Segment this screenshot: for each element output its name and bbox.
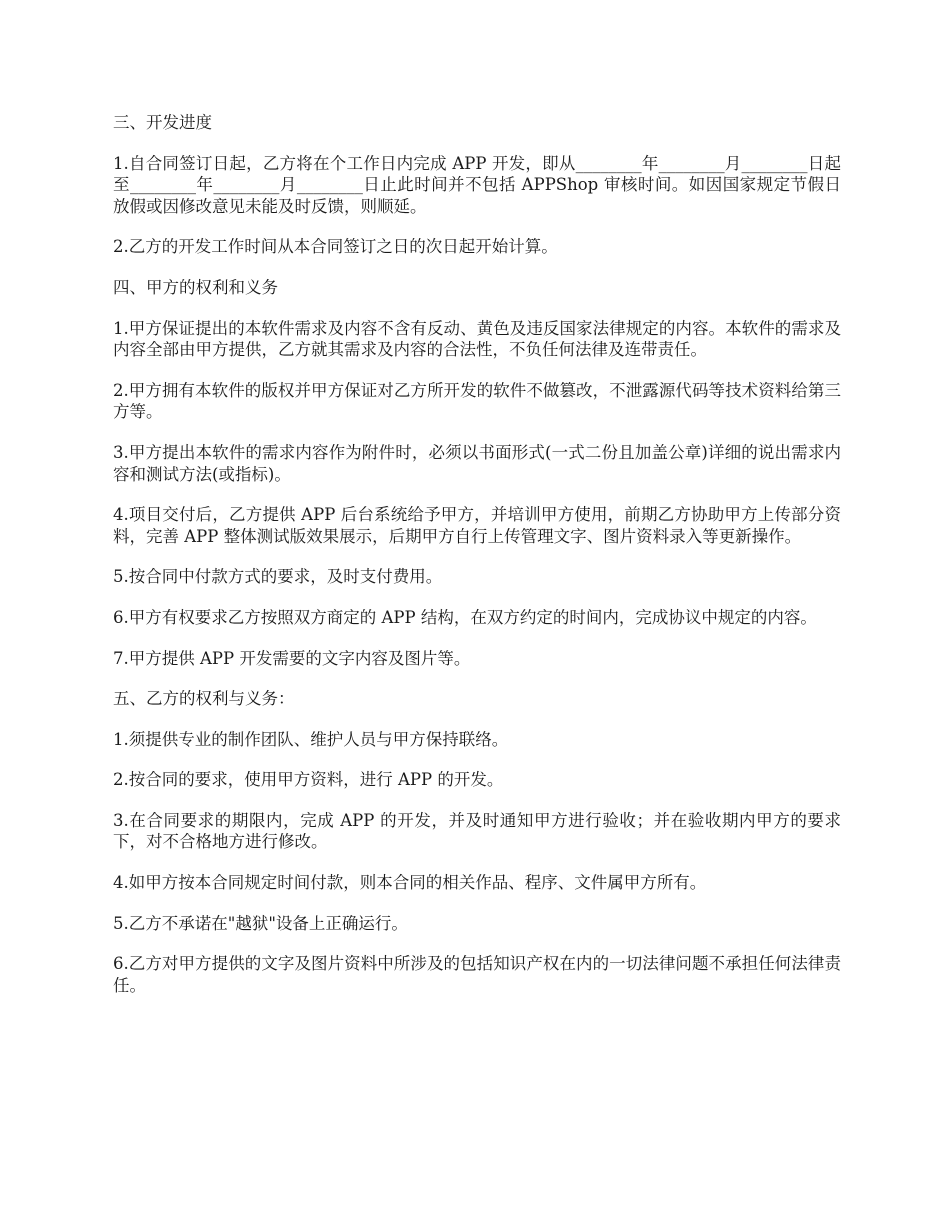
clause-5-3: 3.在合同要求的期限内，完成 APP 的开发，并及时通知甲方进行验收；并在验收期内甲方的要求下，对不合格地方进行修改。 <box>113 810 841 852</box>
clause-5-6: 6.乙方对甲方提供的文字及图片资料中所涉及的包括知识产权在内的一切法律问题不承担任何法律责任。 <box>113 954 841 995</box>
clause-4-7: 7.甲方提供 APP 开发需要的文字内容及图片等。 <box>113 648 471 668</box>
clause-5-5: 5.乙方不承诺在"越狱"设备上正确运行。 <box>113 913 408 933</box>
clause-4-5: 5.按合同中付款方式的要求，及时支付费用。 <box>113 567 443 587</box>
clause-4-3: 3.甲方提出本软件的需求内容作为附件时，必须以书面形式(一式二份且加盖公章)详细的说出需求内容和测试方法(或指标)。 <box>113 442 841 484</box>
clause-5-4: 4.如甲方按本合同规定时间付款，则本合同的相关作品、程序、文件属甲方所有。 <box>113 873 707 893</box>
clause-4-4: 4.项目交付后，乙方提供 APP 后台系统给予甲方，并培训甲方使用，前期乙方协助甲方上传部分资料，完善 APP 整体测试版效果展示，后期甲方自行上传管理文字、图片资料录入等更新操作。 <box>113 505 841 546</box>
document-page <box>113 112 841 1015</box>
clause-5-2: 2.按合同的要求，使用甲方资料，进行 APP 的开发。 <box>113 770 504 790</box>
section-heading-party-a-rights: 四、甲方的权利和义务 <box>113 277 278 297</box>
clause-3-1: 1.自合同签订日起，乙方将在个工作日内完成 APP 开发，即从________年________月________日起至________年________月________日止此时间并不包括 APPShop 审核时间。如因国家规定节假日放假或因修改意见未能及时反馈，则顺延。 <box>113 153 841 216</box>
clause-3-2: 2.乙方的开发工作时间从本合同签订之日的次日起开始计算。 <box>113 237 558 257</box>
clause-5-1: 1.须提供专业的制作团队、维护人员与甲方保持联络。 <box>113 729 509 749</box>
clause-4-2: 2.甲方拥有本软件的版权并甲方保证对乙方所开发的软件不做篡改，不泄露源代码等技术资料给第三方等。 <box>113 380 841 422</box>
section-heading-party-b-rights: 五、乙方的权利与义务： <box>113 689 295 709</box>
section-heading-development-schedule: 三、开发进度 <box>113 113 212 132</box>
clause-4-1: 1.甲方保证提出的本软件需求及内容不含有反动、黄色及违反国家法律规定的内容。本软件的需求及内容全部由甲方提供，乙方就其需求及内容的合法性，不负任何法律及连带责任。 <box>113 318 841 360</box>
clause-4-6: 6.甲方有权要求乙方按照双方商定的 APP 结构，在双方约定的时间内，完成协议中规定的内容。 <box>113 607 817 627</box>
